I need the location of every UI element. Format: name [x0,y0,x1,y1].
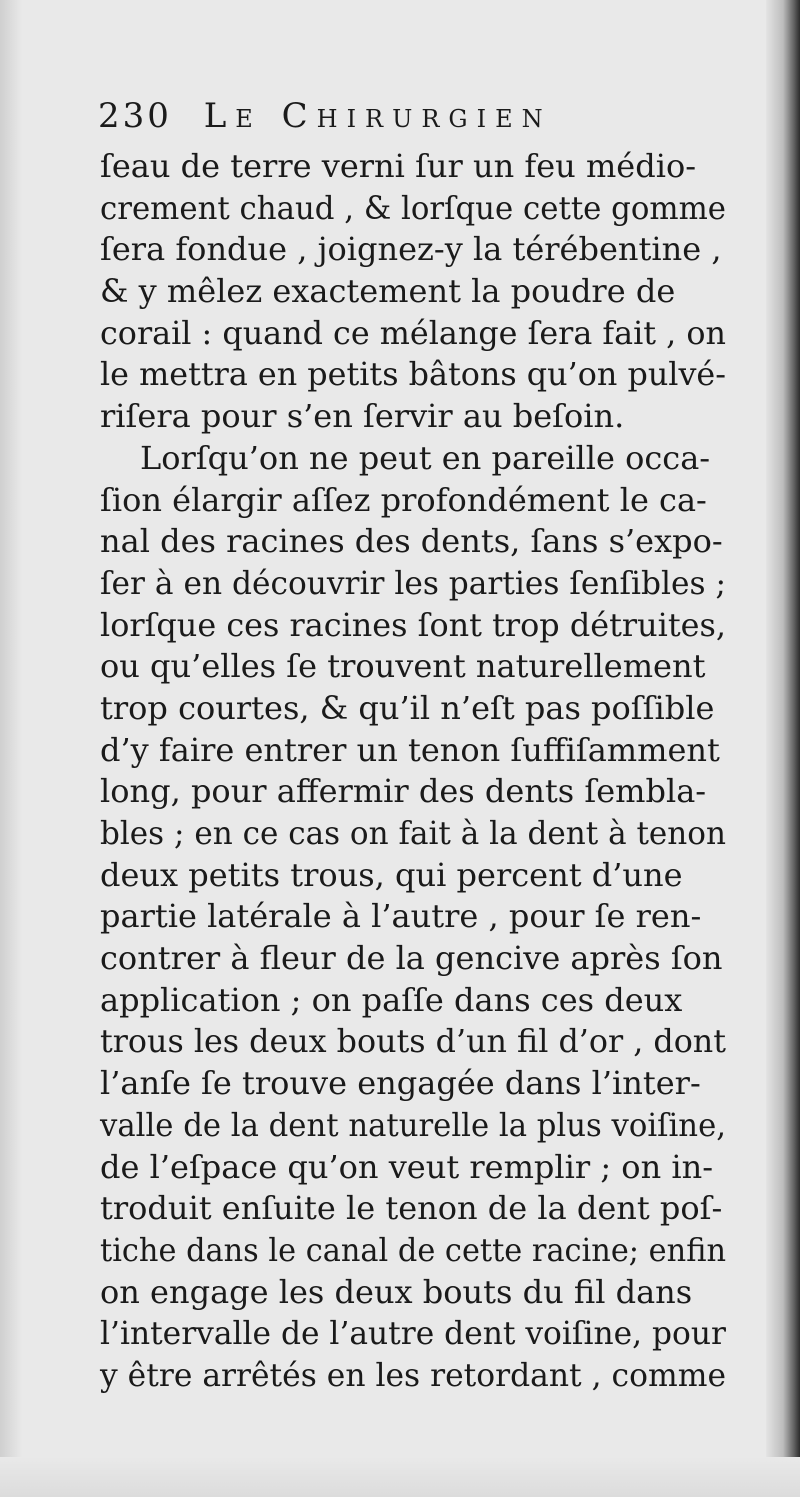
page-edge-shadow [766,0,800,1497]
text-line: ſera fondue , joignez-y la térébentine , [100,230,722,269]
text-line: application ; on paſſe dans ces deux [100,980,683,1019]
text-line: trop courtes, & qu’il n’eſt pas poſſible [100,688,715,727]
text-line: ſion élargir aſſez profondément le ca- [100,480,707,519]
running-header [98,96,552,136]
text-line: riſera pour s’en ſervir au beſoin. [100,397,625,436]
text-line: corail : quand ce mélange ſera fait , on [100,313,726,352]
text-line: deux petits trous, qui percent d’une [100,855,683,894]
text-line: contrer à fleur de la gencive après ſon [100,939,723,978]
body-text [100,146,726,1397]
text-line: nal des racines des dents, ſans s’expo- [100,522,723,561]
text-line: & y mêlez exactement la poudre de [100,272,676,311]
text-line: d’y faire entrer un tenon ſuffiſamment [100,730,720,769]
bottom-margin [0,1457,800,1497]
text-line: long, pour affermir des dents ſembla- [100,772,707,811]
text-line: crement chaud , & lorſque cette gomme [100,188,726,227]
text-line: le mettra en petits bâtons qu’on pulvé- [100,355,726,394]
text-line: Lorſqu’on ne peut en pareille occa- [140,438,711,477]
text-line: lorſque ces racines ſont trop détruites, [100,605,726,644]
page-number: 230 [98,96,172,136]
text-line: trous les deux bouts d’un fil d’or , dont [100,1022,726,1061]
text-line: ſeau de terre verni ſur un feu médio- [100,147,697,185]
text-line: on engage les deux bouts du fil dans [100,1272,693,1311]
text-line: l’intervalle de l’autre dent voiſine, pour [100,1314,726,1353]
text-line: ſer à en découvrir les parties ſenſibles ; [100,563,726,602]
running-title: Le Chirurgien [203,96,552,136]
text-line: tiche dans le canal de cette racine; enfin [100,1230,726,1269]
text-line: l’anſe ſe trouve engagée dans l’inter- [100,1064,701,1103]
text-line: bles ; en ce cas on fait à la dent à tenon [100,814,726,852]
text-line: ou qu’elles ſe trouvent naturellement [100,647,706,686]
text-line: valle de la dent naturelle la plus voiſine, [100,1105,726,1144]
text-line: partie latérale à l’autre , pour ſe ren- [100,897,702,936]
text-line: de l’eſpace qu’on veut remplir ; on in- [100,1147,713,1186]
text-line: troduit enſuite le tenon de la dent poſ- [100,1189,723,1228]
gutter-shadow [0,0,22,1497]
text-line: y être arrêtés en les retordant , comme [100,1355,726,1394]
